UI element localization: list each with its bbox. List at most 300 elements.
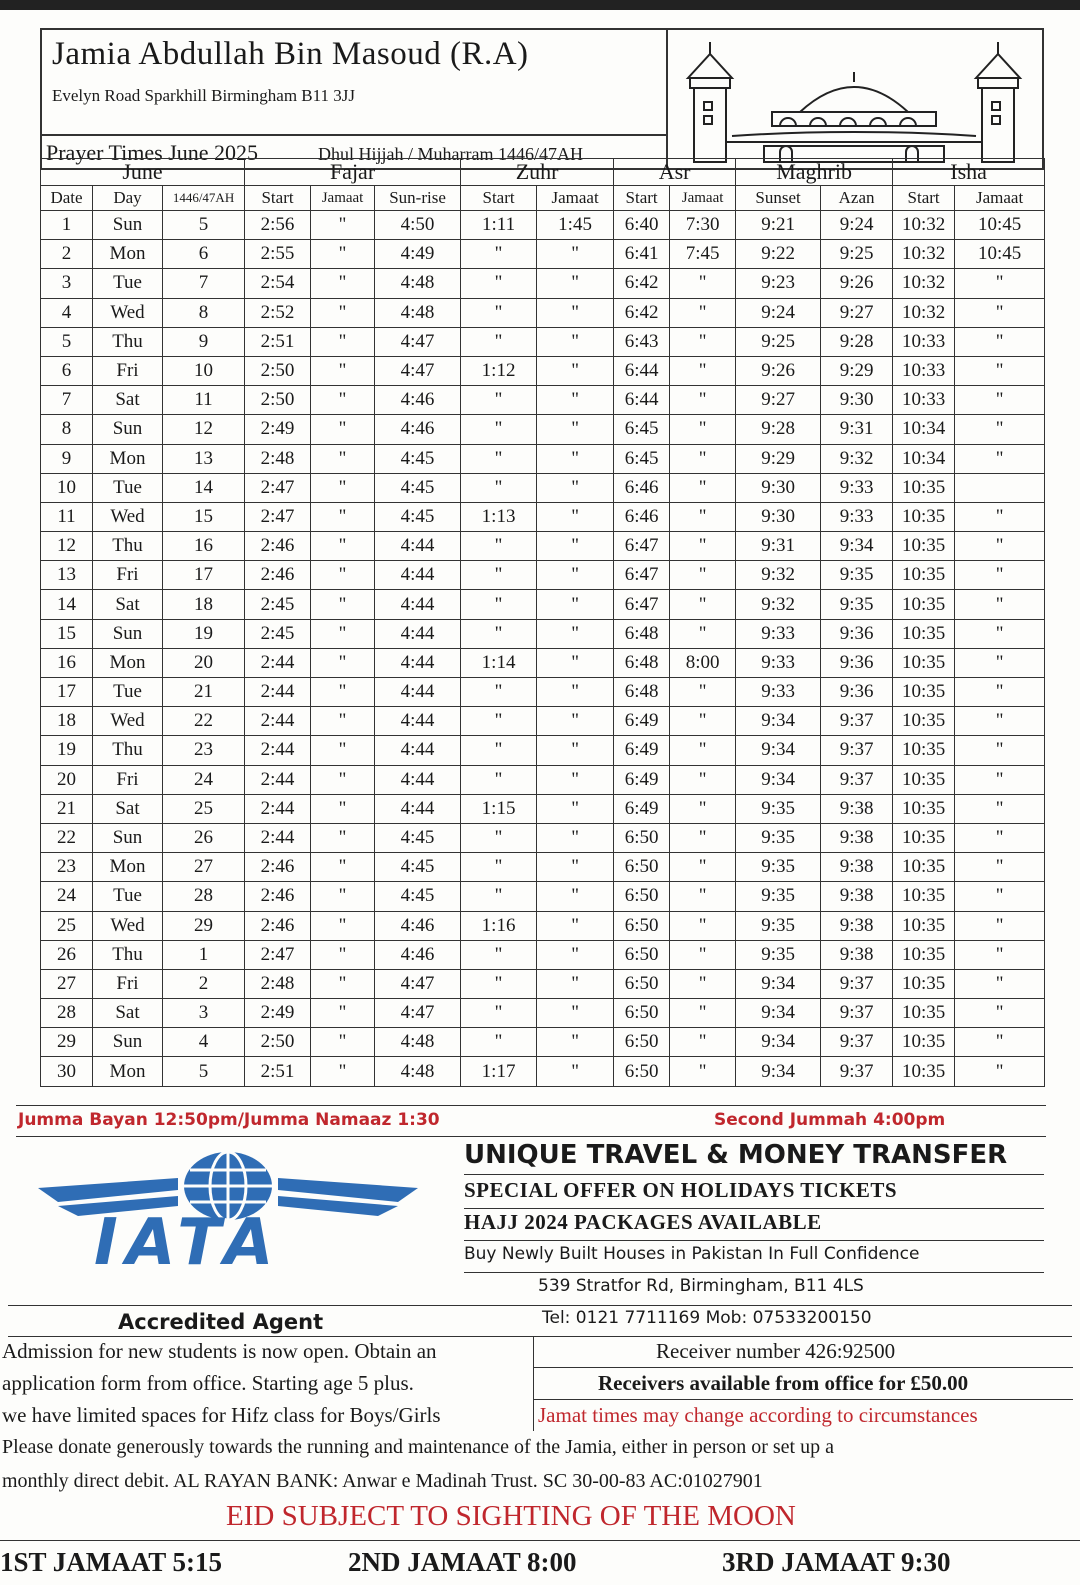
table-row bbox=[41, 240, 1045, 269]
advert-telephone: Tel: 0121 7711169 Mob: 07533200150 bbox=[542, 1308, 872, 1328]
col-header-hijri: 1446/47AH bbox=[163, 186, 245, 211]
table-cell: Mon bbox=[93, 1057, 163, 1086]
table-cell: 6:45 bbox=[614, 415, 670, 444]
table-cell: Sat bbox=[93, 590, 163, 619]
table-cell: 9:34 bbox=[736, 999, 821, 1028]
prayer-times-table bbox=[40, 158, 1045, 1087]
table-cell: 6:44 bbox=[614, 356, 670, 385]
table-cell: 8 bbox=[41, 415, 93, 444]
table-cell: Fri bbox=[93, 561, 163, 590]
table-cell: 1:17 bbox=[461, 1057, 537, 1086]
table-cell: 4:44 bbox=[375, 648, 461, 677]
advert-rule bbox=[464, 1272, 1044, 1273]
table-cell: " bbox=[955, 853, 1045, 882]
table-cell: 6 bbox=[41, 356, 93, 385]
table-row bbox=[41, 415, 1045, 444]
table-row bbox=[41, 269, 1045, 298]
table-cell: 9:38 bbox=[821, 940, 893, 969]
table-cell: 4:49 bbox=[375, 240, 461, 269]
table-cell: " bbox=[670, 678, 736, 707]
table-cell: " bbox=[537, 240, 614, 269]
table-cell: " bbox=[537, 444, 614, 473]
table-cell: 29 bbox=[41, 1028, 93, 1057]
table-cell: " bbox=[537, 356, 614, 385]
table-cell: 10:32 bbox=[893, 240, 955, 269]
table-cell: " bbox=[311, 561, 375, 590]
table-cell: 9:34 bbox=[736, 1057, 821, 1086]
table-cell: 10:35 bbox=[893, 1057, 955, 1086]
table-cell: 9:28 bbox=[736, 415, 821, 444]
info-divider bbox=[533, 1337, 534, 1431]
table-cell: Wed bbox=[93, 911, 163, 940]
table-cell: " bbox=[670, 794, 736, 823]
table-cell: 24 bbox=[163, 765, 245, 794]
receiver-number: Receiver number 426:92500 bbox=[656, 1339, 896, 1363]
table-cell: 6:45 bbox=[614, 444, 670, 473]
table-cell: 9:24 bbox=[736, 298, 821, 327]
table-cell: " bbox=[955, 707, 1045, 736]
table-cell: 29 bbox=[163, 911, 245, 940]
table-cell: " bbox=[955, 386, 1045, 415]
table-cell: 9:36 bbox=[821, 619, 893, 648]
col-header-zuhr-jamaat: Jamaat bbox=[537, 186, 614, 211]
table-cell: 10:34 bbox=[893, 444, 955, 473]
table-cell: " bbox=[670, 940, 736, 969]
table-cell: 9:38 bbox=[821, 853, 893, 882]
table-cell: " bbox=[955, 502, 1045, 531]
table-row bbox=[41, 532, 1045, 561]
table-cell: 25 bbox=[41, 911, 93, 940]
table-cell: " bbox=[537, 853, 614, 882]
table-cell: 6:49 bbox=[614, 707, 670, 736]
advert-houses: Buy Newly Built Houses in Pakistan In Full Confidence bbox=[464, 1244, 920, 1264]
table-cell: " bbox=[461, 940, 537, 969]
table-cell: 9:37 bbox=[821, 1057, 893, 1086]
table-cell: " bbox=[955, 327, 1045, 356]
table-cell: " bbox=[670, 765, 736, 794]
table-cell: 8:00 bbox=[670, 648, 736, 677]
accredited-agent-label: Accredited Agent bbox=[118, 1310, 324, 1334]
table-cell: 21 bbox=[41, 794, 93, 823]
table-cell: 9:33 bbox=[821, 502, 893, 531]
table-cell: 5 bbox=[41, 327, 93, 356]
table-cell: 10:35 bbox=[893, 619, 955, 648]
table-cell: " bbox=[670, 327, 736, 356]
table-cell: 2:44 bbox=[245, 678, 311, 707]
maghrib-header: Maghrib bbox=[736, 159, 893, 186]
table-cell: Mon bbox=[93, 648, 163, 677]
table-cell: 10:35 bbox=[893, 1028, 955, 1057]
table-cell: 9:24 bbox=[821, 211, 893, 240]
table-cell: 2:51 bbox=[245, 327, 311, 356]
table-cell: " bbox=[311, 940, 375, 969]
table-cell: " bbox=[311, 1028, 375, 1057]
table-cell: " bbox=[461, 415, 537, 444]
table-cell: " bbox=[670, 1057, 736, 1086]
table-cell: " bbox=[311, 969, 375, 998]
table-cell: 6:50 bbox=[614, 882, 670, 911]
table-cell: 10:32 bbox=[893, 269, 955, 298]
table-cell: 15 bbox=[163, 502, 245, 531]
admission-line-1: Admission for new students is now open. Obtain an bbox=[2, 1339, 437, 1363]
table-cell: 6:42 bbox=[614, 269, 670, 298]
table-cell: " bbox=[461, 853, 537, 882]
table-cell: 22 bbox=[41, 823, 93, 852]
table-cell: 9:21 bbox=[736, 211, 821, 240]
table-cell: " bbox=[311, 356, 375, 385]
table-cell: " bbox=[461, 327, 537, 356]
table-cell: 4:47 bbox=[375, 999, 461, 1028]
table-cell: 9:33 bbox=[736, 648, 821, 677]
table-cell: 2:44 bbox=[245, 736, 311, 765]
table-cell: 1 bbox=[163, 940, 245, 969]
table-cell: 9:33 bbox=[736, 619, 821, 648]
table-cell: Thu bbox=[93, 736, 163, 765]
prayer-timetable-sheet bbox=[0, 10, 1072, 1585]
table-row bbox=[41, 590, 1045, 619]
eid-second-jamaat: 2ND JAMAAT 8:00 bbox=[348, 1547, 577, 1577]
col-header-asr-jamaat: Jamaat bbox=[670, 186, 736, 211]
table-cell: 4:44 bbox=[375, 619, 461, 648]
table-cell: " bbox=[461, 707, 537, 736]
table-cell: 11 bbox=[163, 386, 245, 415]
table-cell: " bbox=[670, 532, 736, 561]
table-cell: 27 bbox=[163, 853, 245, 882]
table-cell: 4:44 bbox=[375, 765, 461, 794]
table-cell: 9:37 bbox=[821, 1028, 893, 1057]
table-cell: 6:40 bbox=[614, 211, 670, 240]
table-cell: 9:35 bbox=[736, 823, 821, 852]
table-row bbox=[41, 823, 1045, 852]
table-cell: 4:46 bbox=[375, 940, 461, 969]
table-cell: 1:13 bbox=[461, 502, 537, 531]
table-cell: " bbox=[955, 648, 1045, 677]
table-cell: 10:35 bbox=[893, 532, 955, 561]
table-cell: 23 bbox=[163, 736, 245, 765]
table-cell: " bbox=[955, 678, 1045, 707]
table-cell: " bbox=[537, 736, 614, 765]
table-cell: 2:47 bbox=[245, 473, 311, 502]
table-cell: 9:34 bbox=[821, 532, 893, 561]
mosque-drawing-icon bbox=[670, 32, 1038, 164]
table-cell: 25 bbox=[163, 794, 245, 823]
table-cell: 10:35 bbox=[893, 736, 955, 765]
table-cell: 10:35 bbox=[893, 648, 955, 677]
table-cell: " bbox=[955, 736, 1045, 765]
table-cell: " bbox=[670, 269, 736, 298]
table-cell: " bbox=[461, 619, 537, 648]
advert-rule bbox=[464, 1174, 1044, 1175]
table-group-header-row bbox=[41, 159, 1045, 186]
table-row bbox=[41, 678, 1045, 707]
table-row bbox=[41, 444, 1045, 473]
table-cell: Sun bbox=[93, 211, 163, 240]
table-cell: 7 bbox=[41, 386, 93, 415]
jumma-notes-row bbox=[16, 1105, 1046, 1137]
table-cell: " bbox=[670, 1028, 736, 1057]
table-cell: 9:34 bbox=[736, 707, 821, 736]
table-cell: 4:45 bbox=[375, 502, 461, 531]
table-cell: " bbox=[670, 853, 736, 882]
table-cell: 9:37 bbox=[821, 707, 893, 736]
table-cell: Sun bbox=[93, 823, 163, 852]
table-cell: 4:44 bbox=[375, 736, 461, 765]
table-cell: " bbox=[955, 911, 1045, 940]
table-cell: 2:46 bbox=[245, 882, 311, 911]
table-cell: 9:25 bbox=[736, 327, 821, 356]
table-cell: 28 bbox=[41, 999, 93, 1028]
table-cell: 4:46 bbox=[375, 415, 461, 444]
table-cell: 1:12 bbox=[461, 356, 537, 385]
table-cell: 2 bbox=[41, 240, 93, 269]
table-cell: 14 bbox=[163, 473, 245, 502]
table-cell: 19 bbox=[41, 736, 93, 765]
table-row bbox=[41, 765, 1045, 794]
table-cell: " bbox=[461, 561, 537, 590]
table-cell: " bbox=[461, 473, 537, 502]
table-cell: " bbox=[670, 473, 736, 502]
table-cell: 2:44 bbox=[245, 707, 311, 736]
june-header: June bbox=[41, 159, 245, 186]
table-cell: 2:44 bbox=[245, 765, 311, 794]
col-header-zuhr-start: Start bbox=[461, 186, 537, 211]
table-cell: 18 bbox=[163, 590, 245, 619]
advert-address: 539 Stratfor Rd, Birmingham, B11 4LS bbox=[538, 1276, 864, 1296]
col-header-fajar-jamaat: Jamaat bbox=[311, 186, 375, 211]
table-cell: 6:50 bbox=[614, 911, 670, 940]
table-cell: " bbox=[955, 999, 1045, 1028]
table-cell: " bbox=[670, 356, 736, 385]
table-cell: Mon bbox=[93, 444, 163, 473]
receivers-price: Receivers available from office for £50.00 bbox=[598, 1371, 969, 1395]
eid-notice: EID SUBJECT TO SIGHTING OF THE MOON bbox=[226, 1500, 796, 1532]
table-cell: Sat bbox=[93, 794, 163, 823]
table-cell: " bbox=[311, 853, 375, 882]
table-cell: 9:30 bbox=[736, 502, 821, 531]
table-cell: " bbox=[537, 1057, 614, 1086]
table-cell: Wed bbox=[93, 502, 163, 531]
mosque-address: Evelyn Road Sparkhill Birmingham B11 3JJ bbox=[52, 86, 355, 105]
table-cell: 9:38 bbox=[821, 823, 893, 852]
table-cell: 28 bbox=[163, 882, 245, 911]
table-cell: Wed bbox=[93, 707, 163, 736]
table-cell: 6:48 bbox=[614, 678, 670, 707]
table-cell: 2:48 bbox=[245, 444, 311, 473]
table-cell: 4 bbox=[163, 1028, 245, 1057]
table-cell: " bbox=[670, 415, 736, 444]
table-cell: " bbox=[311, 707, 375, 736]
table-row bbox=[41, 969, 1045, 998]
table-cell: " bbox=[311, 999, 375, 1028]
table-cell: 6 bbox=[163, 240, 245, 269]
table-cell: 6:49 bbox=[614, 736, 670, 765]
table-row bbox=[41, 356, 1045, 385]
table-cell: 26 bbox=[41, 940, 93, 969]
table-cell: 9:34 bbox=[736, 1028, 821, 1057]
table-cell: " bbox=[537, 561, 614, 590]
table-row bbox=[41, 1028, 1045, 1057]
table-cell: 6:49 bbox=[614, 794, 670, 823]
table-cell: 4:45 bbox=[375, 853, 461, 882]
table-cell: " bbox=[670, 999, 736, 1028]
hijri-label: Dhul Hijjah / Muharram 1446/47AH bbox=[318, 144, 583, 164]
table-cell: " bbox=[537, 532, 614, 561]
top-edge-strip bbox=[0, 0, 1080, 10]
table-cell: Sat bbox=[93, 386, 163, 415]
table-cell: " bbox=[311, 736, 375, 765]
table-cell: 9:30 bbox=[821, 386, 893, 415]
table-cell: 6:50 bbox=[614, 1028, 670, 1057]
table-cell: 9:31 bbox=[736, 532, 821, 561]
table-cell: " bbox=[311, 211, 375, 240]
table-row bbox=[41, 999, 1045, 1028]
table-cell: 22 bbox=[163, 707, 245, 736]
table-cell: 2:47 bbox=[245, 940, 311, 969]
table-cell: " bbox=[461, 444, 537, 473]
table-cell: " bbox=[461, 532, 537, 561]
table-cell: 4:47 bbox=[375, 327, 461, 356]
table-cell: Fri bbox=[93, 356, 163, 385]
table-cell: " bbox=[670, 882, 736, 911]
table-cell: 12 bbox=[41, 532, 93, 561]
table-cell: 10:33 bbox=[893, 386, 955, 415]
table-cell: " bbox=[955, 269, 1045, 298]
info-rule bbox=[533, 1367, 1073, 1368]
table-cell: 2:45 bbox=[245, 590, 311, 619]
jamat-change-note: Jamat times may change according to circumstances bbox=[538, 1403, 978, 1427]
table-cell: " bbox=[311, 794, 375, 823]
table-cell: 2:46 bbox=[245, 561, 311, 590]
table-cell: 4:45 bbox=[375, 444, 461, 473]
table-cell: 9:37 bbox=[821, 999, 893, 1028]
donation-notice bbox=[2, 1430, 1066, 1498]
table-cell: " bbox=[311, 502, 375, 531]
table-cell: " bbox=[670, 502, 736, 531]
table-cell: 4:44 bbox=[375, 794, 461, 823]
advert-rule bbox=[464, 1240, 1044, 1241]
table-cell: 11 bbox=[41, 502, 93, 531]
table-cell: 9:31 bbox=[821, 415, 893, 444]
col-header-isha-start: Start bbox=[893, 186, 955, 211]
table-cell: 7:45 bbox=[670, 240, 736, 269]
advert-bottom-rule bbox=[8, 1305, 1072, 1306]
table-cell: 6:46 bbox=[614, 502, 670, 531]
table-cell: 9:22 bbox=[736, 240, 821, 269]
table-cell: Sun bbox=[93, 619, 163, 648]
table-cell: " bbox=[461, 240, 537, 269]
table-cell: 2:55 bbox=[245, 240, 311, 269]
table-row bbox=[41, 473, 1045, 502]
table-cell: 10:35 bbox=[893, 473, 955, 502]
table-cell: " bbox=[537, 386, 614, 415]
table-cell: " bbox=[311, 1057, 375, 1086]
table-cell: 2:50 bbox=[245, 386, 311, 415]
table-cell: " bbox=[537, 823, 614, 852]
table-cell: 9:35 bbox=[736, 853, 821, 882]
table-cell: 4:50 bbox=[375, 211, 461, 240]
donation-line-1: Please donate generously towards the running and maintenance of the Jamia, either in person or set up a bbox=[2, 1436, 834, 1458]
table-cell: 9 bbox=[163, 327, 245, 356]
table-cell: " bbox=[537, 648, 614, 677]
table-cell: " bbox=[461, 823, 537, 852]
table-cell: 4:44 bbox=[375, 532, 461, 561]
table-row bbox=[41, 648, 1045, 677]
table-cell: 2:46 bbox=[245, 911, 311, 940]
table-cell: 10:35 bbox=[893, 823, 955, 852]
table-cell: " bbox=[955, 1057, 1045, 1086]
table-cell: " bbox=[311, 823, 375, 852]
table-cell: 10:33 bbox=[893, 327, 955, 356]
table-cell: " bbox=[955, 532, 1045, 561]
table-cell: " bbox=[670, 590, 736, 619]
table-cell: " bbox=[537, 707, 614, 736]
table-cell: " bbox=[670, 619, 736, 648]
table-cell: 4:47 bbox=[375, 356, 461, 385]
table-cell: 9:35 bbox=[821, 590, 893, 619]
table-cell: 1:16 bbox=[461, 911, 537, 940]
table-cell: 27 bbox=[41, 969, 93, 998]
table-cell: Thu bbox=[93, 532, 163, 561]
table-cell: 4:48 bbox=[375, 269, 461, 298]
table-cell: 12 bbox=[163, 415, 245, 444]
table-cell: 10:35 bbox=[893, 707, 955, 736]
table-cell: " bbox=[537, 590, 614, 619]
table-cell: Thu bbox=[93, 327, 163, 356]
table-cell: 10 bbox=[41, 473, 93, 502]
table-cell: 26 bbox=[163, 823, 245, 852]
table-row bbox=[41, 794, 1045, 823]
table-cell: 2:46 bbox=[245, 853, 311, 882]
table-cell: 20 bbox=[163, 648, 245, 677]
table-cell: " bbox=[955, 940, 1045, 969]
table-cell: 6:48 bbox=[614, 648, 670, 677]
table-cell: Sun bbox=[93, 1028, 163, 1057]
table-cell: 9:34 bbox=[736, 765, 821, 794]
table-cell: " bbox=[955, 415, 1045, 444]
advert-rule bbox=[464, 1208, 1044, 1209]
table-cell: 4:46 bbox=[375, 911, 461, 940]
table-cell: " bbox=[955, 444, 1045, 473]
advert-holiday-offer: SPECIAL OFFER ON HOLIDAYS TICKETS bbox=[464, 1178, 898, 1202]
table-cell: 10:45 bbox=[955, 211, 1045, 240]
table-cell: 1:11 bbox=[461, 211, 537, 240]
eid-first-jamaat: 1ST JAMAAT 5:15 bbox=[0, 1547, 223, 1577]
table-cell: 9:26 bbox=[736, 356, 821, 385]
table-cell: " bbox=[537, 794, 614, 823]
table-row bbox=[41, 882, 1045, 911]
table-cell: 23 bbox=[41, 853, 93, 882]
table-cell: Tue bbox=[93, 882, 163, 911]
table-cell: " bbox=[537, 269, 614, 298]
table-cell: " bbox=[311, 386, 375, 415]
table-cell: 4:44 bbox=[375, 678, 461, 707]
table-cell: 2:44 bbox=[245, 648, 311, 677]
table-cell: 1 bbox=[41, 211, 93, 240]
table-cell: " bbox=[537, 473, 614, 502]
table-cell: " bbox=[311, 269, 375, 298]
info-section bbox=[2, 1336, 1072, 1431]
table-cell: 10:35 bbox=[893, 678, 955, 707]
table-cell: " bbox=[670, 707, 736, 736]
col-header-fajar-start: Start bbox=[245, 186, 311, 211]
table-cell: Thu bbox=[93, 940, 163, 969]
table-cell: 4:48 bbox=[375, 1057, 461, 1086]
table-cell: 2:50 bbox=[245, 356, 311, 385]
table-cell: 6:43 bbox=[614, 327, 670, 356]
table-cell: 30 bbox=[41, 1057, 93, 1086]
table-cell: " bbox=[955, 765, 1045, 794]
table-row bbox=[41, 707, 1045, 736]
